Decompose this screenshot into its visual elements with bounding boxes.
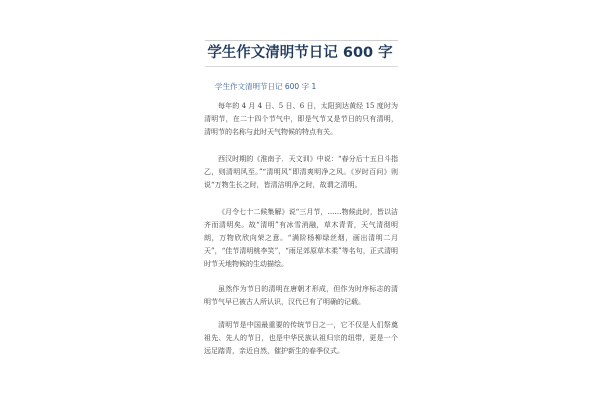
section-heading: 学生作文清明节日记 600 字 1 [215, 82, 317, 91]
paragraph-2: 西汉时期的《淮南子．天文训》中说：“春分后十五日斗指乙，则清明风至。”“清明风”即清爽明净之风。《岁时百问》则说“万物生长之时，皆清洁明净之时，故谓之清明。 [204, 155, 398, 189]
document-title: 学生作文清明节日记 600 字 [207, 45, 393, 61]
paragraph-1: 每年的 4 月 4 日、5 日、6 日，太阳到达黄经 15 度时为清明节，在二十四个节气中，即是气节又是节日的只有清明，清明节的名称与此时天气物候的特点有关。 [204, 102, 398, 136]
paragraph-5: 清明节是中国最重要的传统节日之一，它不仅是人们祭奠祖先、先人的节日，也是中华民族认祖归宗的纽带，更是一个远足踏青，亲近自然，催护新生的春季仪式。 [204, 321, 398, 355]
title-divider [205, 66, 398, 67]
paragraph-4: 虽然作为节日的清明在唐朝才形成，但作为时序标志的清明节气早已被古人所认识，汉代已有了明确的记载。 [204, 285, 398, 306]
top-divider [205, 40, 398, 41]
paragraph-3: 《月令七十二候集解》说“三月节，……物候此时，皆以洁齐而清明矣。故“清明”有冰雪消融，草木青青，天气清彻明朗，万物欣欣向荣之意。“满阶杨柳绿丝烟，画出清明二月天”，“佳节清明桃李笑”，“雨足郊原草木柔”等名句，正式清明时节天地物候的生动描绘。 [204, 208, 398, 268]
